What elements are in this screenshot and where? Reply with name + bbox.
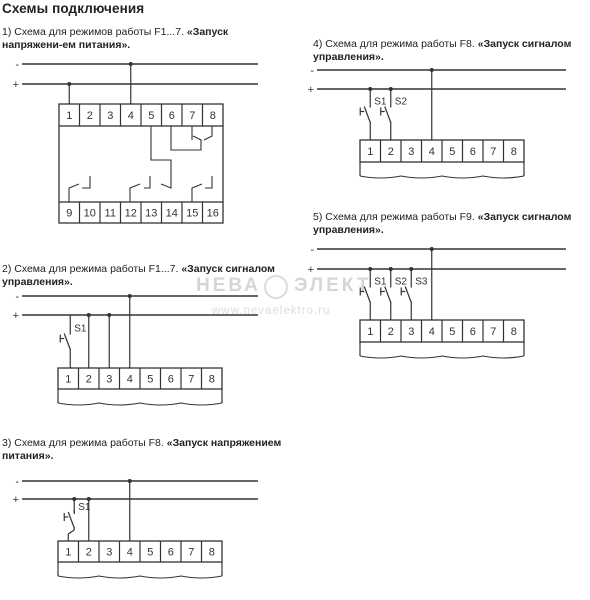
scheme3-s1-tail	[68, 530, 74, 534]
scheme5-switch-s1-label: S1	[374, 276, 387, 288]
scheme3-node-s1	[72, 497, 76, 501]
scheme3-strip-terminal-4: 4	[126, 546, 133, 559]
scheme3-strip-terminal-1: 1	[65, 546, 72, 559]
scheme2-strip-terminal-5: 5	[147, 373, 154, 386]
scheme1-contact-a2	[82, 176, 90, 188]
scheme5-plus-label: +	[307, 264, 314, 276]
scheme2-strip-terminal-8: 8	[208, 373, 215, 386]
scheme5-switch-s3-label: S3	[415, 276, 428, 288]
scheme3-strip-terminal-2: 2	[85, 546, 92, 559]
scheme2-strip-terminal-4: 4	[126, 373, 133, 386]
scheme4-strip-terminal-2: 2	[387, 146, 394, 158]
scheme1-contact-b2	[144, 176, 150, 188]
scheme1-contact-e1	[171, 126, 201, 150]
scheme2-strip-terminal-1: 1	[65, 373, 72, 386]
scheme2-minus-label: -	[15, 291, 19, 303]
scheme1-bottom-strip-terminal-14: 14	[165, 207, 178, 220]
scheme5-strip-terminal-5: 5	[449, 326, 456, 338]
scheme1-bottom-strip-terminal-13: 13	[145, 207, 158, 220]
scheme4-strip-terminal-4: 4	[428, 146, 435, 158]
scheme3-minus-label: -	[15, 476, 19, 488]
scheme3-strip-terminal-5: 5	[147, 546, 154, 559]
scheme1-top-strip-terminal-6: 6	[168, 110, 175, 122]
scheme1-bottom-strip-terminal-16: 16	[206, 207, 219, 220]
scheme2-strip-terminal-7: 7	[188, 373, 195, 386]
scheme5-strip-terminal-6: 6	[469, 326, 476, 338]
scheme1-node-t1	[67, 82, 71, 86]
scheme5-strip-terminal-8: 8	[510, 326, 517, 338]
scheme1-top-strip-terminal-1: 1	[66, 110, 73, 122]
scheme1-node-t4	[129, 62, 133, 66]
scheme5-strip-terminal-1: 1	[367, 326, 374, 338]
scheme1-bottom-strip-terminal-10: 10	[83, 207, 96, 220]
scheme3-strip-terminal-3: 3	[106, 546, 113, 559]
page-title: Схемы подключения	[2, 1, 145, 16]
scheme2-plus-label: +	[12, 310, 19, 322]
watermark-brand-right: ЭЛЕКТ	[294, 275, 372, 296]
scheme5-switch-s1-blade	[364, 287, 370, 303]
watermark-brand-left: НЕВА	[196, 275, 261, 296]
scheme2-switch-s1-label: S1	[74, 323, 87, 335]
scheme1-top-strip-terminal-3: 3	[107, 110, 114, 122]
scheme1-top-strip-terminal-5: 5	[148, 110, 155, 122]
scheme3-strip-terminal-8: 8	[208, 546, 215, 559]
scheme4-strip-terminal-1: 1	[367, 146, 374, 158]
scheme2-strip-terminal-2: 2	[85, 373, 92, 386]
caption-scheme-5: 5) Схема для режима работы F9. «Запуск сигналом управления».	[313, 211, 572, 236]
watermark-url: www.nevaelektro.ru	[212, 305, 331, 317]
scheme5-strip-terminal-7: 7	[490, 326, 497, 338]
scheme1-contact-c1	[151, 126, 171, 188]
scheme5-switch-s2-label: S2	[394, 276, 407, 288]
scheme1-top-strip-terminal-7: 7	[189, 110, 196, 122]
scheme1-top-strip-terminal-8: 8	[209, 110, 216, 122]
scheme4-switch-s2-label: S2	[394, 96, 407, 108]
scheme3-node-t4	[128, 479, 132, 483]
scheme2-strip-terminal-3: 3	[106, 373, 113, 386]
scheme1-bottom-strip-terminal-15: 15	[186, 207, 199, 220]
scheme4-switch-s2-blade	[385, 107, 391, 123]
scheme1-bottom-strip-terminal-9: 9	[66, 207, 73, 220]
scheme3-switch-s1-label: S1	[78, 502, 91, 513]
scheme1-contact-b1	[130, 184, 140, 202]
caption-scheme-1: 1) Схема для режимов работы F1...7. «Запуск напряжени-ем питания».	[2, 26, 229, 51]
scheme1-contact-e3	[204, 126, 212, 140]
scheme4-housing-bottom	[360, 176, 524, 178]
scheme5-strip-terminal-3: 3	[408, 326, 415, 338]
scheme1-plus-label: +	[12, 79, 19, 91]
scheme4-node-t4	[430, 68, 434, 72]
caption-scheme-3: 3) Схема для режима работы F8. «Запуск напряжением питания».	[2, 437, 282, 462]
scheme5-housing-bottom	[360, 356, 524, 358]
scheme2-strip-terminal-6: 6	[167, 373, 174, 386]
scheme1-contact-d1	[192, 184, 202, 202]
scheme4-strip-terminal-5: 5	[449, 146, 456, 158]
scheme1-bottom-strip-terminal-12: 12	[124, 207, 137, 220]
scheme3-plus-label: +	[12, 494, 19, 506]
scheme1-top-strip-terminal-4: 4	[127, 110, 134, 122]
scheme4-strip-terminal-3: 3	[408, 146, 415, 158]
scheme4-strip-terminal-6: 6	[469, 146, 476, 158]
scheme3-switch-s1-blade	[68, 512, 74, 528]
caption-scheme-4: 4) Схема для режима работы F8. «Запуск сигналом управления».	[313, 38, 572, 63]
scheme2-housing-bottom	[58, 403, 222, 405]
scheme5-node-t4	[430, 247, 434, 251]
scheme4-switch-s1-label: S1	[374, 96, 387, 108]
caption-scheme-2: 2) Схема для режима работы F1...7. «Запуск сигналом управления».	[2, 263, 275, 288]
scheme1-contact-a1	[69, 184, 79, 202]
scheme5-strip-terminal-2: 2	[387, 326, 394, 338]
scheme5-switch-s3-blade	[405, 287, 411, 303]
scheme5-strip-terminal-4: 4	[428, 326, 435, 338]
scheme2-switch-s1-blade	[64, 334, 70, 350]
scheme1-minus-label: -	[15, 59, 19, 71]
scheme4-plus-label: +	[307, 84, 314, 96]
scheme3-strip-terminal-7: 7	[188, 546, 195, 559]
scheme5-switch-s2-blade	[385, 287, 391, 303]
scheme5-minus-label: -	[310, 244, 314, 256]
scheme4-strip-terminal-7: 7	[490, 146, 497, 158]
scheme2-node-t4	[128, 294, 132, 298]
scheme1-bottom-strip-terminal-11: 11	[104, 207, 116, 220]
scheme1-contact-d2	[205, 176, 212, 188]
scheme3-housing-bottom	[58, 576, 222, 578]
scheme3-strip-terminal-6: 6	[167, 546, 174, 559]
scheme4-strip-terminal-8: 8	[510, 146, 517, 158]
scheme4-switch-s1-blade	[364, 107, 370, 123]
scheme1-top-strip-terminal-2: 2	[86, 110, 93, 122]
scheme4-minus-label: -	[310, 65, 314, 77]
